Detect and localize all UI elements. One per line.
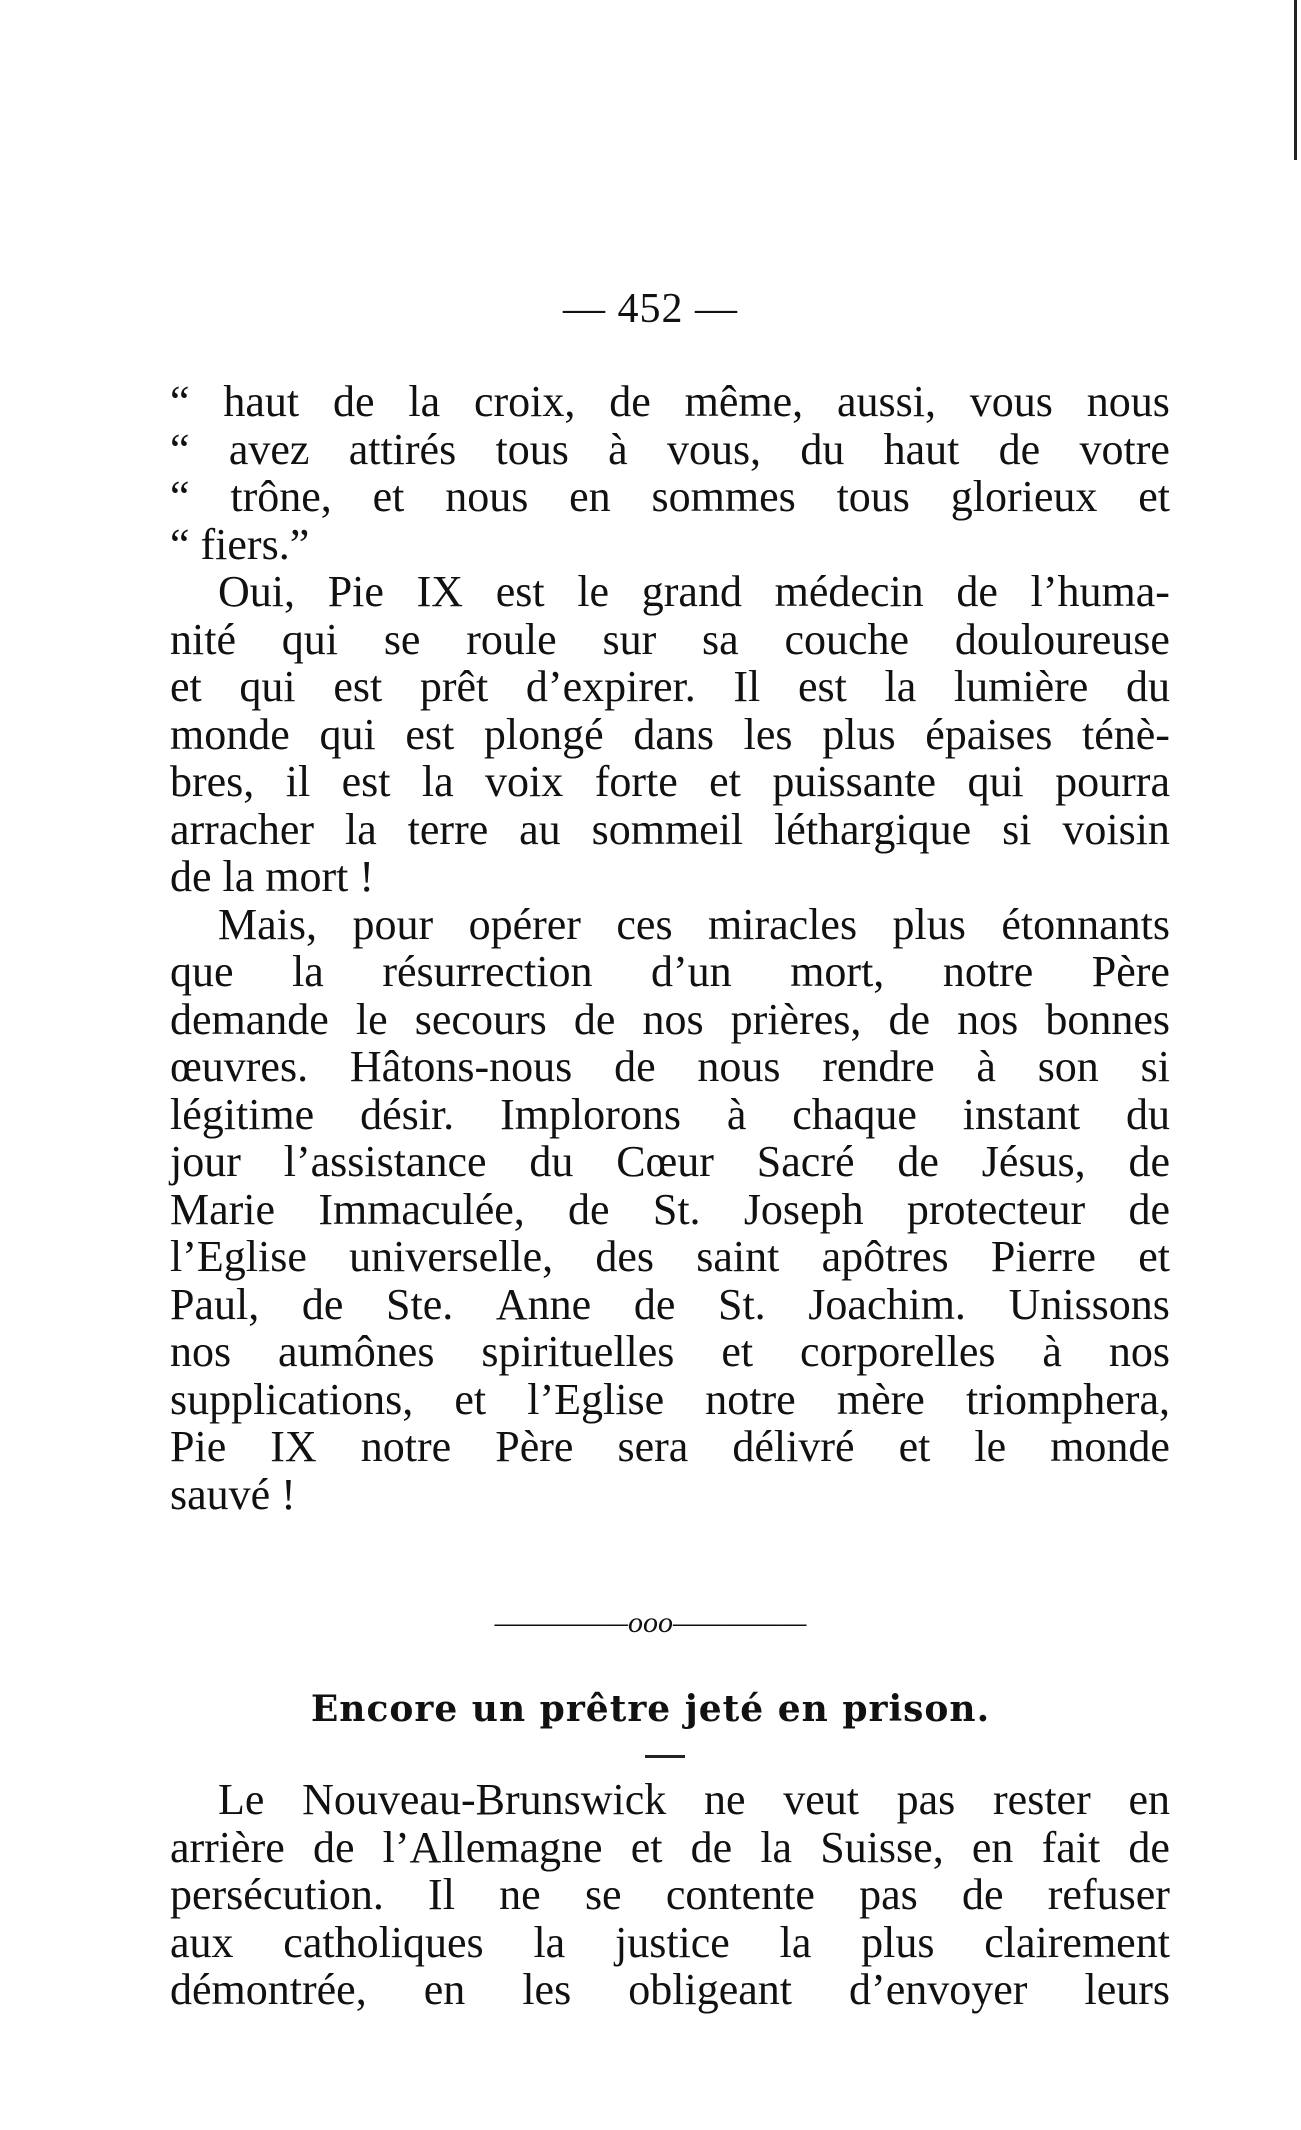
text-line: nité qui se roule sur sa couche douloureuse xyxy=(170,614,1170,664)
text-line: démontrée, en les obligeant d’envoyer leurs xyxy=(170,1965,1170,2014)
text-line: Paul, de Ste. Anne de St. Joachim. Unissons xyxy=(170,1279,1170,1329)
text-line: “ avez attirés tous à vous, du haut de votre xyxy=(170,424,1170,474)
page-edge-rule xyxy=(1294,0,1297,160)
page-number: — 452 — xyxy=(563,286,738,332)
text-line: que la résurrection d’un mort, notre Père xyxy=(170,947,1170,996)
text-line: aux catholiques la justice la plus clairement xyxy=(170,1917,1170,1967)
text-line: Mais, pour opérer ces miracles plus étonnants xyxy=(218,899,1170,949)
text-line: légitime désir. Implorons à chaque instant du xyxy=(170,1089,1170,1139)
section-separator: —————ooo————— xyxy=(494,1606,807,1639)
text-line: et qui est prêt d’expirer. Il est la lumière du xyxy=(170,662,1170,711)
text-line: “ trône, et nous en sommes tous glorieux et xyxy=(170,472,1170,521)
text-line: nos aumônes spirituelles et corporelles à nos xyxy=(170,1327,1170,1376)
text-line: Pie IX notre Père sera délivré et le monde xyxy=(170,1422,1170,1471)
text-line: Marie Immaculée, de St. Joseph protecteur de xyxy=(170,1184,1170,1234)
section-text xyxy=(170,1776,1170,2014)
section-heading: Encore un prêtre jeté en prison. xyxy=(310,1688,991,1730)
text-line: arrière de l’Allemagne et de la Suisse, en fait de xyxy=(170,1822,1170,1872)
text-line: supplications, et l’Eglise notre mère triomphera, xyxy=(170,1374,1170,1424)
text-line: bres, il est la voix forte et puissante qui pourra xyxy=(170,757,1170,806)
text-line: de la mort ! xyxy=(170,852,375,901)
text-line: demande le secours de nos prières, de nos bonnes xyxy=(170,994,1170,1044)
text-line: sauvé ! xyxy=(170,1469,296,1519)
text-line: “ fiers.” xyxy=(170,519,310,569)
text-line: Oui, Pie IX est le grand médecin de l’huma- xyxy=(218,567,1170,616)
text-line: persécution. Il ne se contente pas de refuser xyxy=(170,1870,1170,1919)
text-line: monde qui est plongé dans les plus épaises ténè- xyxy=(170,709,1170,759)
text-line: arracher la terre au sommeil léthargique si voisin xyxy=(170,804,1170,854)
text-line: “ haut de la croix, de même, aussi, vous nous xyxy=(170,377,1170,426)
text-line: l’Eglise universelle, des saint apôtres Pierre et xyxy=(170,1232,1170,1281)
text-line: jour l’assistance du Cœur Sacré de Jésus, de xyxy=(170,1137,1170,1186)
text-line: œuvres. Hâtons-nous de nous rendre à son si xyxy=(170,1042,1170,1091)
text-line: Le Nouveau-Brunswick ne veut pas rester en xyxy=(218,1775,1170,1824)
heading-rule xyxy=(645,1755,685,1758)
main-text xyxy=(170,378,1170,1518)
